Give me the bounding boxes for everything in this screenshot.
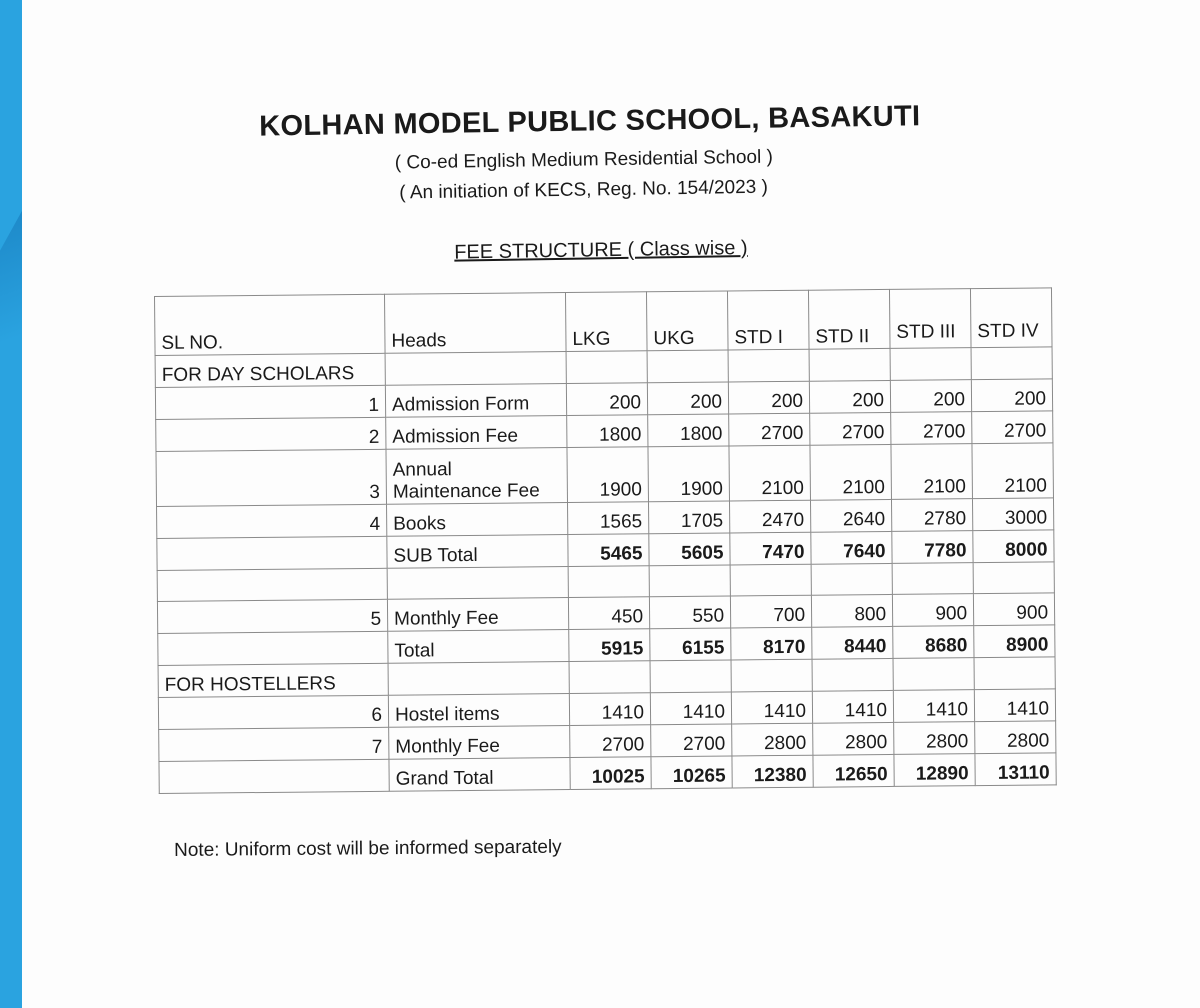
fee-value-cell: 2700 xyxy=(729,413,810,446)
fee-value-cell: 8000 xyxy=(973,530,1054,563)
row-sl: 4 xyxy=(157,504,387,538)
row-head xyxy=(386,448,568,505)
fee-value-cell: 800 xyxy=(811,594,892,627)
col-header-class: STD III xyxy=(889,289,971,349)
col-header-class: UKG xyxy=(646,291,728,351)
col-header-class: STD I xyxy=(727,290,809,350)
fee-value-cell: 7780 xyxy=(892,531,973,564)
row-sl: 6 xyxy=(158,695,388,729)
school-subtitle-type: ( Co-ed English Medium Residential School ) xyxy=(394,146,774,174)
fee-value-cell: 8170 xyxy=(731,627,812,660)
fee-value-cell: 1565 xyxy=(568,502,649,535)
fee-value-cell: 2700 xyxy=(570,725,651,758)
row-head: Admission Fee xyxy=(386,416,567,450)
fee-value-cell: 200 xyxy=(728,381,809,414)
fee-value-cell: 200 xyxy=(566,383,647,416)
fee-value-cell: 7470 xyxy=(730,532,811,565)
fee-value-cell: 1410 xyxy=(650,692,731,725)
row-head: Monthly Fee xyxy=(389,726,570,760)
fee-value-cell: 550 xyxy=(649,596,730,629)
fee-value-cell: 1900 xyxy=(567,447,649,503)
fee-value-cell: 12380 xyxy=(732,755,813,788)
row-head: Total xyxy=(388,630,569,664)
fee-value-cell: 2100 xyxy=(810,444,892,500)
col-header-class: STD II xyxy=(808,289,890,349)
fee-value-cell: 1410 xyxy=(974,689,1055,722)
fee-value-cell: 200 xyxy=(809,380,890,413)
row-head-line: Maintenance Fee xyxy=(392,480,540,503)
row-head-line: Annual xyxy=(392,459,452,481)
fee-value-cell: 2800 xyxy=(813,722,894,755)
row-head: Hostel items xyxy=(388,694,569,728)
fee-value-cell: 5605 xyxy=(649,533,730,566)
fee-value-cell: 10265 xyxy=(651,756,732,789)
fee-value-cell: 200 xyxy=(971,379,1052,412)
fee-value-cell: 2100 xyxy=(729,445,811,501)
fee-value-cell: 2800 xyxy=(732,723,813,756)
col-header-heads: Heads xyxy=(384,293,566,354)
fee-value-cell: 1410 xyxy=(893,690,974,723)
fee-value-cell: 2470 xyxy=(729,500,810,533)
fee-value-cell: 200 xyxy=(647,382,728,415)
fee-value-cell: 1410 xyxy=(569,693,650,726)
document-sheet xyxy=(22,0,1200,1008)
fee-value-cell: 2800 xyxy=(894,722,975,755)
fee-value-cell: 5915 xyxy=(569,629,650,662)
table-row xyxy=(156,443,1053,507)
fee-value-cell: 2640 xyxy=(810,499,891,532)
col-header-sl-no: SL NO. xyxy=(155,294,386,355)
row-sl: 2 xyxy=(156,417,386,451)
row-head: Monthly Fee xyxy=(387,598,568,632)
school-name: KOLHAN MODEL PUBLIC SCHOOL, BASAKUTI xyxy=(258,100,921,143)
fee-value-cell: 6155 xyxy=(650,628,731,661)
fee-value-cell: 700 xyxy=(730,595,811,628)
fee-value-cell: 8440 xyxy=(812,626,893,659)
fee-value-cell: 12650 xyxy=(813,754,894,787)
section-label: FOR DAY SCHOLARS xyxy=(155,353,385,387)
fee-value-cell: 900 xyxy=(892,594,973,627)
fee-structure-table xyxy=(154,287,1057,794)
fee-value-cell: 2100 xyxy=(891,444,973,500)
fee-value-cell: 10025 xyxy=(570,757,651,790)
row-head: Books xyxy=(387,503,568,537)
fee-value-cell: 2700 xyxy=(651,724,732,757)
fee-value-cell: 7640 xyxy=(811,531,892,564)
fee-value-cell: 3000 xyxy=(972,498,1053,531)
fee-value-cell: 1410 xyxy=(731,691,812,724)
fee-value-cell: 900 xyxy=(973,593,1054,626)
fee-value-cell: 2700 xyxy=(891,412,972,445)
fee-value-cell: 1800 xyxy=(567,415,648,448)
fee-value-cell: 2100 xyxy=(972,443,1054,499)
blue-background-edge xyxy=(0,0,22,1008)
fee-value-cell: 2700 xyxy=(972,411,1053,444)
fee-value-cell: 2780 xyxy=(891,499,972,532)
fee-value-cell: 8680 xyxy=(893,626,974,659)
row-head: SUB Total xyxy=(387,535,568,569)
row-sl: 3 xyxy=(156,449,387,506)
fee-value-cell: 2700 xyxy=(810,412,891,445)
fee-value-cell: 1410 xyxy=(812,690,893,723)
fee-value-cell: 1900 xyxy=(648,446,730,502)
school-subtitle-registration: ( An initiation of KECS, Reg. No. 154/2023 ) xyxy=(399,176,769,204)
fee-structure-heading: FEE STRUCTURE ( Class wise ) xyxy=(454,236,748,264)
section-label: FOR HOSTELLERS xyxy=(158,663,388,697)
fee-value-cell: 1800 xyxy=(648,414,729,447)
table-header-row xyxy=(155,288,1053,356)
fee-value-cell: 2800 xyxy=(975,721,1056,754)
row-head: Admission Form xyxy=(385,384,566,418)
col-header-class: STD IV xyxy=(970,288,1052,348)
uniform-note: Note: Uniform cost will be informed separately xyxy=(174,836,562,861)
fee-value-cell: 8900 xyxy=(974,625,1055,658)
document-header xyxy=(172,98,1072,264)
row-sl: 7 xyxy=(159,727,389,761)
row-sl: 1 xyxy=(155,385,385,419)
fee-value-cell: 200 xyxy=(890,380,971,413)
fee-value-cell: 13110 xyxy=(975,753,1056,786)
row-sl: 5 xyxy=(157,599,387,633)
fee-value-cell: 1705 xyxy=(648,501,729,534)
fee-value-cell: 5465 xyxy=(568,534,649,567)
row-head: Grand Total xyxy=(389,758,570,792)
col-header-class: LKG xyxy=(565,292,647,352)
fee-value-cell: 450 xyxy=(568,597,649,630)
fee-value-cell: 12890 xyxy=(894,754,975,787)
